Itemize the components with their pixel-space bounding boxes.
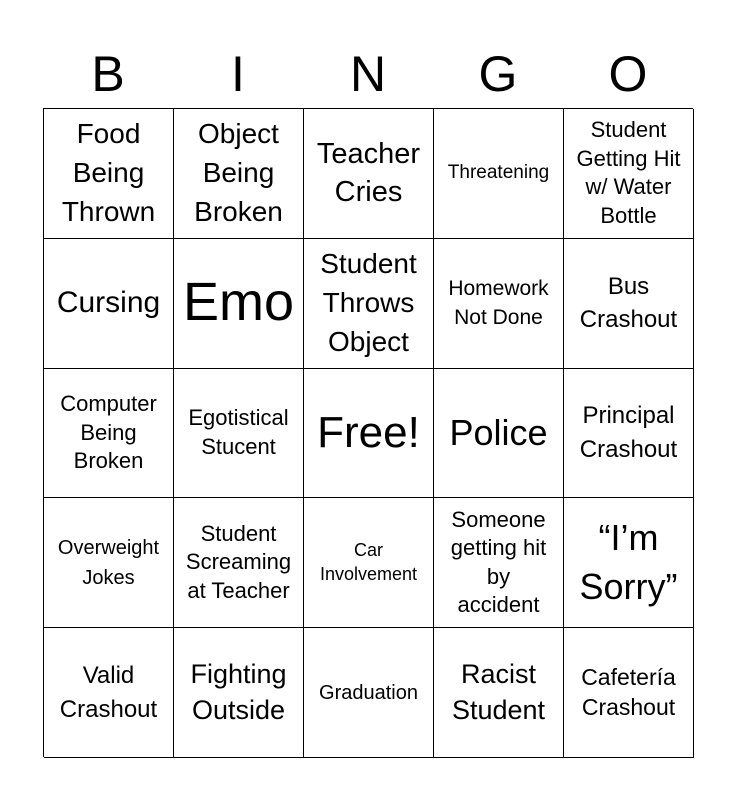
bingo-cell[interactable]: Student Getting Hit w/ Water Bottle: [564, 109, 694, 239]
bingo-cell[interactable]: Student Throws Object: [304, 239, 434, 369]
bingo-cell[interactable]: Racist Student: [434, 628, 564, 758]
bingo-cell[interactable]: Car Involvement: [304, 498, 434, 628]
bingo-cell[interactable]: Overweight Jokes: [44, 498, 174, 628]
bingo-cell[interactable]: Graduation: [304, 628, 434, 758]
bingo-cell free-space[interactable]: Free!: [304, 369, 434, 499]
bingo-cell[interactable]: Homework Not Done: [434, 239, 564, 369]
bingo-cell[interactable]: Student Screaming at Teacher: [174, 498, 304, 628]
bingo-cell[interactable]: Food Being Thrown: [44, 109, 174, 239]
bingo-cell[interactable]: Object Being Broken: [174, 109, 304, 239]
bingo-cell[interactable]: Someone getting hit by accident: [434, 498, 564, 628]
bingo-cell[interactable]: Bus Crashout: [564, 239, 694, 369]
header-letter-o: O: [608, 46, 648, 102]
bingo-board: [43, 108, 693, 757]
bingo-cell[interactable]: Emo: [174, 239, 304, 369]
bingo-cell[interactable]: Fighting Outside: [174, 628, 304, 758]
bingo-cell[interactable]: Principal Crashout: [564, 369, 694, 499]
bingo-cell[interactable]: Computer Being Broken: [44, 369, 174, 499]
header-letter-b: B: [91, 46, 125, 102]
bingo-cell[interactable]: Police: [434, 369, 564, 499]
bingo-cell[interactable]: Egotistical Stucent: [174, 369, 304, 499]
header-letter-i: I: [231, 46, 245, 102]
bingo-cell[interactable]: Threatening: [434, 109, 564, 239]
bingo-cell[interactable]: “I’m Sorry”: [564, 498, 694, 628]
bingo-cell[interactable]: Teacher Cries: [304, 109, 434, 239]
bingo-cell[interactable]: Cafetería Crashout: [564, 628, 694, 758]
bingo-header: [43, 40, 693, 108]
bingo-cell[interactable]: Valid Crashout: [44, 628, 174, 758]
header-letter-n: N: [349, 46, 387, 102]
header-letter-g: G: [478, 46, 518, 102]
bingo-cell[interactable]: Cursing: [44, 239, 174, 369]
